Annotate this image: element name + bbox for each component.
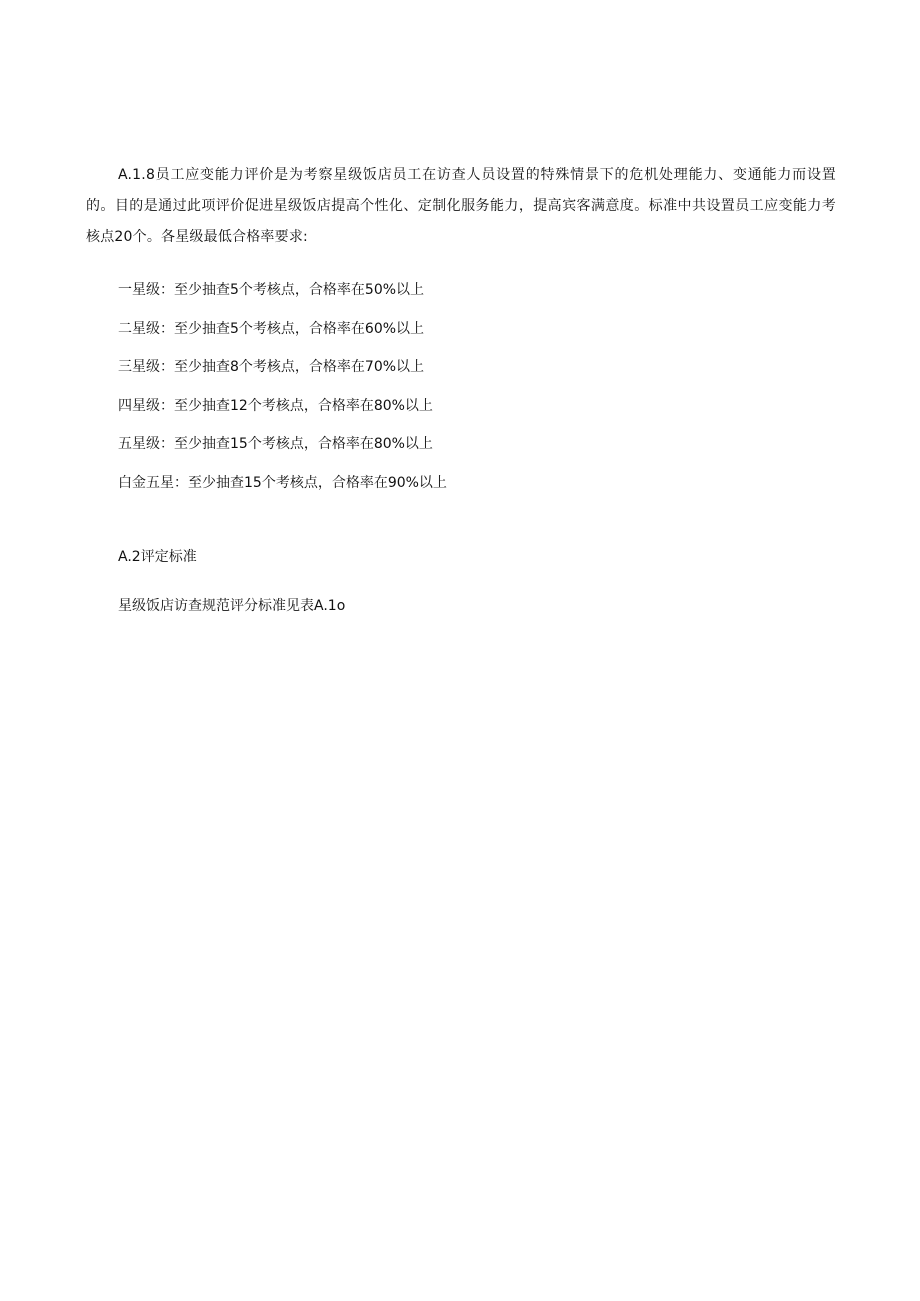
star-requirements-list: [118, 277, 447, 509]
list-item: 白金五星：至少抽查15个考核点，合格率在90%以上: [118, 474, 447, 491]
list-item: 一星级：至少抽查5个考核点，合格率在50%以上: [118, 282, 425, 298]
list-item: 四星级：至少抽查12个考核点，合格率在80%以上: [118, 397, 433, 414]
list-item: 二星级：至少抽查5个考核点，合格率在60%以上: [118, 320, 425, 337]
section-heading: A.2评定标准: [118, 549, 197, 565]
section-text: 星级饭店访查规范评分标准见表A.1o: [118, 598, 346, 614]
list-item: 五星级：至少抽查15个考核点，合格率在80%以上: [118, 436, 433, 453]
intro-paragraph: A.1.8员工应变能力评价是为考察星级饭店员工在访查人员设置的特殊情景下的危机处理能力、变通能力而设置的。目的是通过此项评价促进星级饭店提高个性化、定制化服务能力，提高宾客满意度。标准中共设置员工应变能力考核点20个。各星级最低合格率要求:: [86, 167, 836, 245]
list-item: 三星级：至少抽查8个考核点，合格率在70%以上: [118, 359, 425, 376]
